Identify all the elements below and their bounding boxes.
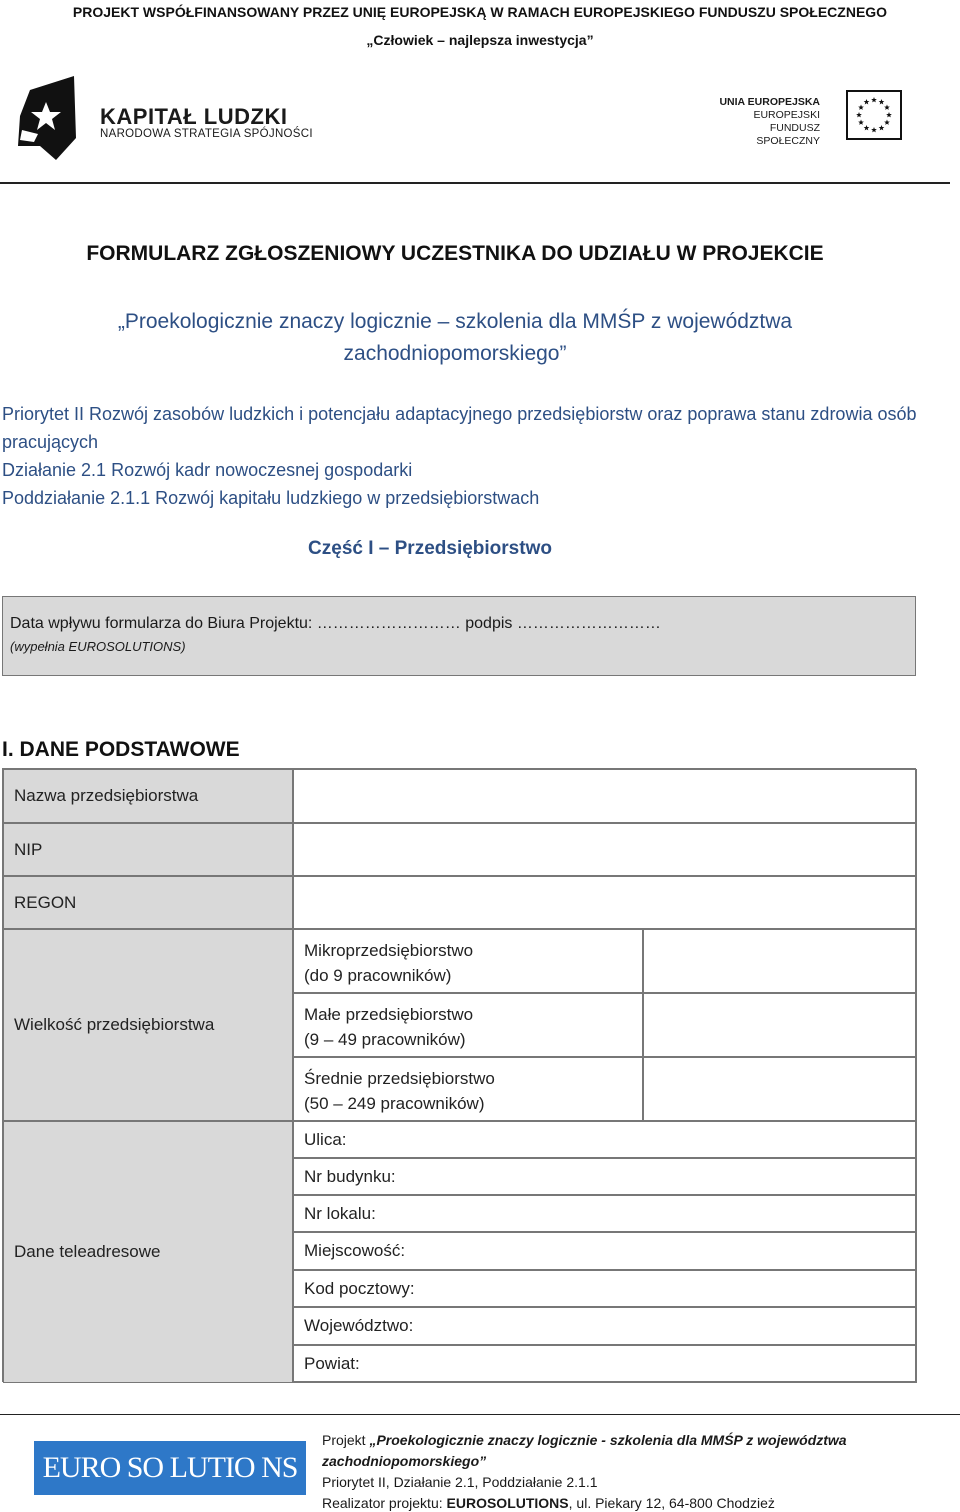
size-option-micro-name: Mikroprzedsiębiorstwo xyxy=(304,941,474,960)
top-banner xyxy=(0,2,960,50)
eu-star-icon xyxy=(864,125,870,130)
eu-star-icon xyxy=(884,120,890,125)
priority-block xyxy=(2,400,922,512)
kapital-ludzki-name: KAPITAŁ LUDZKI xyxy=(100,104,288,129)
size-option-small-range: (9 – 49 pracowników) xyxy=(304,1030,466,1049)
footer-text xyxy=(322,1430,952,1512)
size-option-small-name: Małe przedsiębiorstwo xyxy=(304,1005,474,1024)
footer-project-line xyxy=(322,1430,952,1472)
form-title: FORMULARZ ZGŁOSZENIOWY UCZESTNIKA DO UDZIAŁU W PROJEKCIE xyxy=(86,242,824,265)
footer-implementer-name: EUROSOLUTIONS xyxy=(446,1495,569,1511)
size-option-small-checkbox[interactable] xyxy=(643,993,917,1057)
eu-logo xyxy=(712,88,912,147)
size-option-micro xyxy=(293,929,643,993)
city-field[interactable]: Miejscowość: xyxy=(293,1232,917,1270)
header-divider xyxy=(0,182,950,184)
part-title: Część I – Przedsiębiorstwo xyxy=(308,538,552,559)
receipt-date-note: (wypełnia EUROSOLUTIONS) xyxy=(10,639,186,654)
footer-implementer-address: , ul. Piekary 12, 64-800 Chodzież xyxy=(568,1495,775,1511)
postal-code-field[interactable]: Kod pocztowy: xyxy=(293,1270,917,1307)
eu-star-icon xyxy=(886,112,892,117)
eu-star-icon xyxy=(879,125,885,130)
eu-flag-icon xyxy=(846,90,902,140)
priority-line: Priorytet II Rozwój zasobów ludzkich i potencjału adaptacyjnego przedsiębiorstw oraz poprawa stanu zdrowia osób pracujących xyxy=(2,404,917,452)
footer-implementer-line xyxy=(322,1493,952,1512)
action-line: Działanie 2.1 Rozwój kadr nowoczesnej gospodarki xyxy=(2,460,413,480)
footer-priority-line: Priorytet II, Działanie 2.1, Poddziałanie 2.1.1 xyxy=(322,1474,598,1490)
eu-logo-line-2: EUROPEJSKI xyxy=(753,109,820,121)
eu-star-icon xyxy=(856,112,862,117)
nip-label: NIP xyxy=(3,823,293,876)
size-option-micro-range: (do 9 pracowników) xyxy=(304,966,452,985)
footer-implementer-prefix: Realizator projektu: xyxy=(322,1495,447,1511)
regon-field[interactable] xyxy=(293,876,917,929)
contact-data-label: Dane teleadresowe xyxy=(3,1121,293,1383)
company-name-field[interactable] xyxy=(293,769,917,823)
size-option-micro-checkbox[interactable] xyxy=(643,929,917,993)
street-field[interactable]: Ulica: xyxy=(293,1121,917,1158)
basic-data-table xyxy=(2,768,916,1382)
size-option-small xyxy=(293,993,643,1057)
size-option-medium-range: (50 – 249 pracowników) xyxy=(304,1094,485,1113)
project-title: „Proekologicznie znaczy logicznie – szkolenia dla MMŚP z województwa zachodniopomorskiego” xyxy=(117,310,793,365)
footer-project-title: „Proekologicznie znaczy logicznie - szkolenia dla MMŚP z województwa zachodniopomorskiego” xyxy=(322,1432,847,1469)
subaction-line: Poddziałanie 2.1.1 Rozwój kapitału ludzkiego w przedsiębiorstwach xyxy=(2,488,540,508)
eu-star-icon xyxy=(871,97,877,102)
footer-project-prefix: Projekt xyxy=(322,1432,370,1448)
company-name-label: Nazwa przedsiębiorstwa xyxy=(3,769,293,823)
banner-line-2: „Człowiek – najlepsza inwestycja” xyxy=(366,32,594,48)
eu-star-icon xyxy=(864,99,870,104)
voivodeship-field[interactable]: Województwo: xyxy=(293,1307,917,1345)
kapital-ludzki-mark-icon xyxy=(16,76,80,160)
regon-label: REGON xyxy=(3,876,293,929)
county-field[interactable]: Powiat: xyxy=(293,1345,917,1383)
kapital-ludzki-subtitle: NARODOWA STRATEGIA SPÓJNOŚCI xyxy=(100,128,313,140)
size-option-medium xyxy=(293,1057,643,1121)
eu-star-icon xyxy=(879,99,885,104)
banner-line-1: PROJEKT WSPÓŁFINANSOWANY PRZEZ UNIĘ EUROPEJSKĄ W RAMACH EUROPEJSKIEGO FUNDUSZU SPOŁECZNEGO xyxy=(72,4,888,20)
unit-number-field[interactable]: Nr lokalu: xyxy=(293,1195,917,1232)
eu-star-icon xyxy=(884,105,890,110)
eu-star-icon xyxy=(858,120,864,125)
kapital-ludzki-logo xyxy=(16,76,316,162)
eurosolutions-logo: EURO SO LUTIO NS xyxy=(34,1441,306,1495)
company-size-label: Wielkość przedsiębiorstwa xyxy=(3,929,293,1121)
size-option-medium-checkbox[interactable] xyxy=(643,1057,917,1121)
eu-logo-line-3: FUNDUSZ SPOŁECZNY xyxy=(756,122,820,147)
receipt-date-line: Data wpływu formularza do Biura Projektu: ……………………… podpis ……………………… xyxy=(10,615,661,632)
nip-field[interactable] xyxy=(293,823,917,876)
section-title: I. DANE PODSTAWOWE xyxy=(2,738,240,761)
building-number-field[interactable]: Nr budynku: xyxy=(293,1158,917,1195)
eu-logo-line-1: UNIA EUROPEJSKA xyxy=(719,96,820,108)
size-option-medium-name: Średnie przedsiębiorstwo xyxy=(304,1069,495,1088)
eu-star-icon xyxy=(858,105,864,110)
eu-star-icon xyxy=(871,127,877,132)
footer-divider xyxy=(0,1414,960,1415)
receipt-date-box xyxy=(2,596,916,676)
eu-logo-text xyxy=(714,96,820,148)
